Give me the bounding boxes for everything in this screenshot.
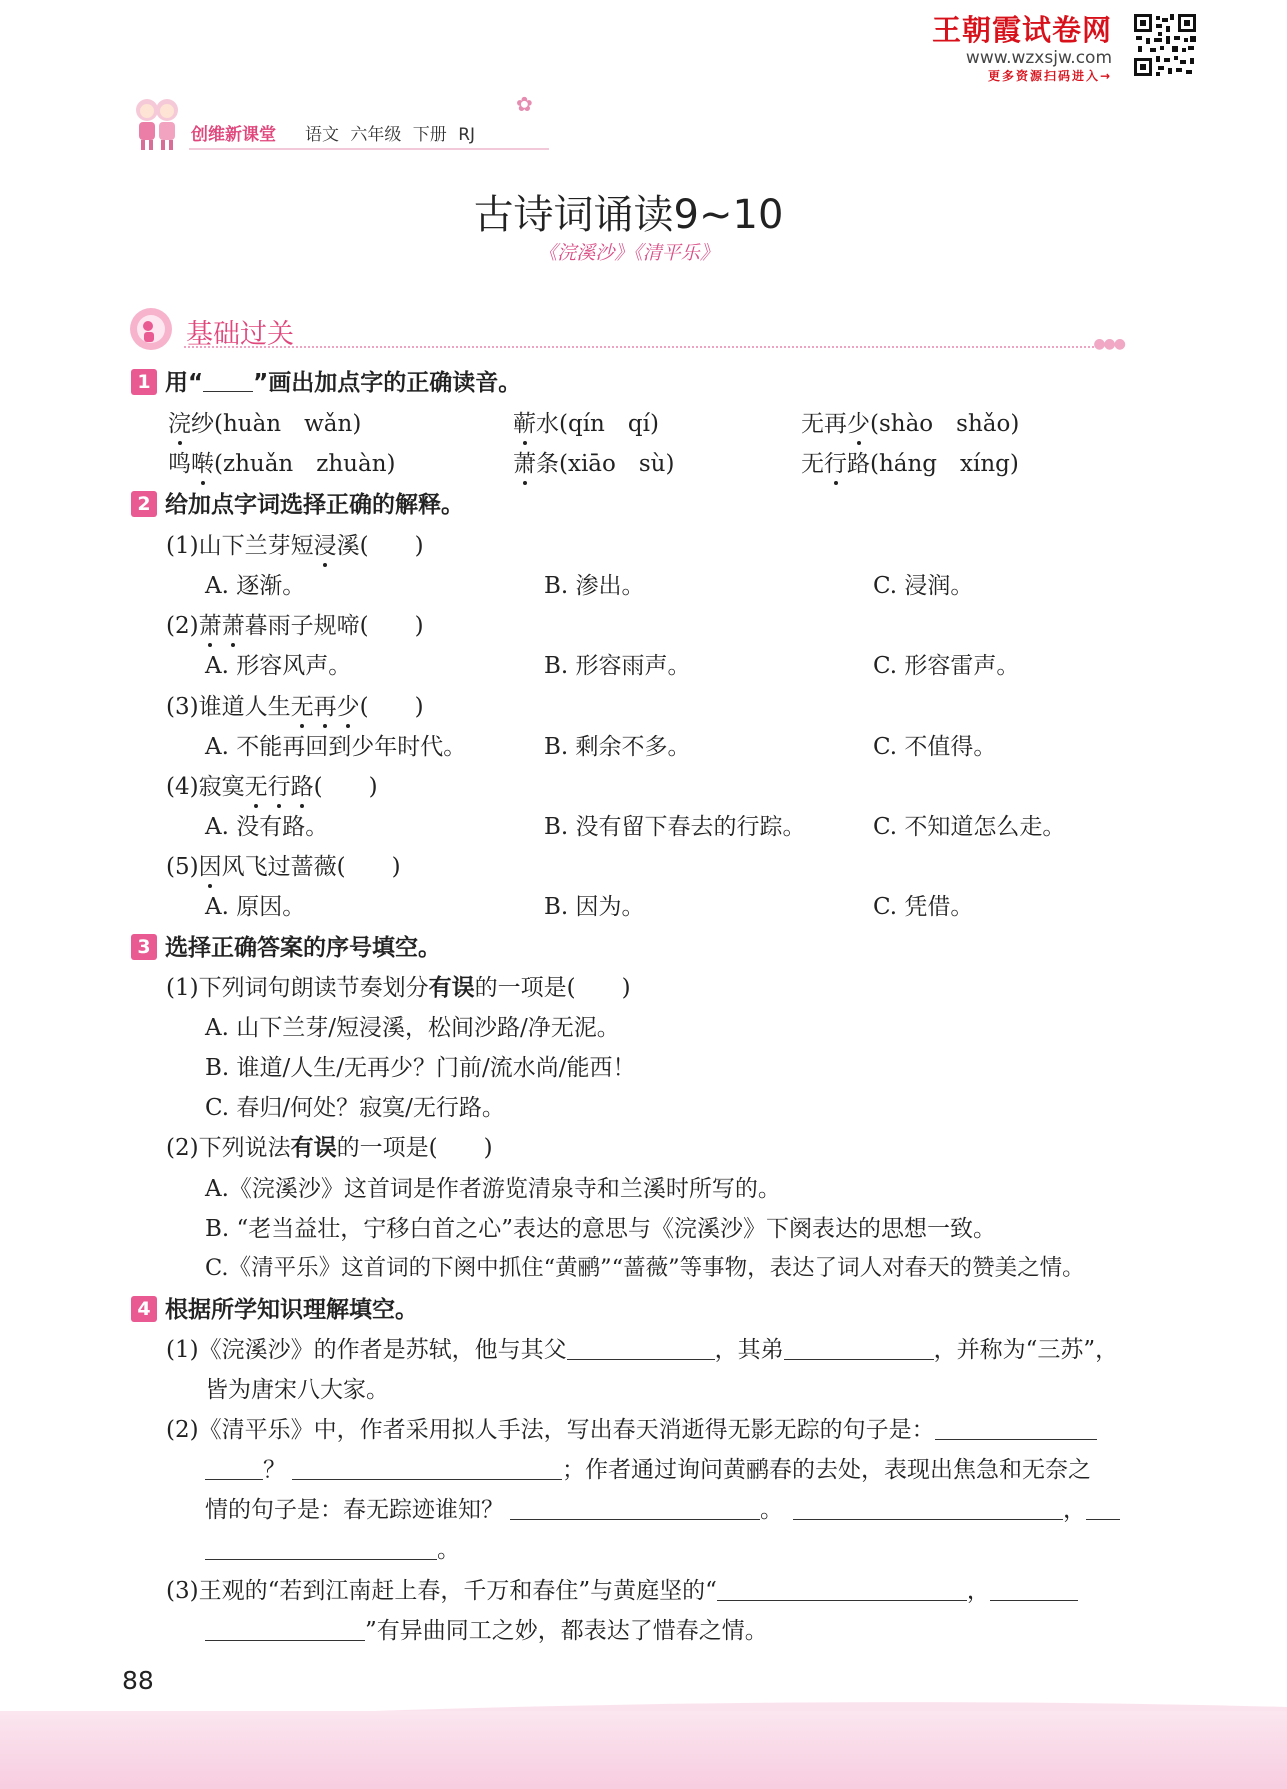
q2-stem-4: (4)寂寞无行路( ) [166, 768, 378, 801]
q2-3-option-b[interactable]: B. 剩余不多。 [544, 734, 691, 760]
q2-stem-3: (3)谁道人生无再少( ) [166, 688, 424, 721]
question-4 [131, 1291, 418, 1324]
question-number: 4 [131, 1296, 157, 1322]
q2-3-option-c[interactable]: C. 不值得。 [873, 734, 997, 760]
q4-2-line-3: 情的句子是：春无踪迹谁知？ 。 ， [205, 1491, 1120, 1524]
q1-prompt-end: ”画出加点字的正确读音。 [253, 370, 522, 396]
flower-icon: ✿ [516, 92, 533, 116]
blank-field[interactable] [510, 1497, 760, 1520]
underline-sample [203, 371, 253, 392]
brand-title: 王朝霞试卷网 [931, 13, 1112, 47]
q2-4-option-c[interactable]: C. 不知道怎么走。 [873, 814, 1066, 840]
q2-4-option-b[interactable]: B. 没有留下春去的行踪。 [544, 814, 806, 840]
blank-field[interactable] [935, 1417, 1097, 1440]
q2-5-option-c[interactable]: C. 凭借。 [873, 894, 974, 920]
q3-stem-2: (2)下列说法有误的一项是( ) [166, 1134, 493, 1161]
blank-field[interactable] [292, 1457, 562, 1480]
q3-stem-1: (1)下列词句朗读节奏划分有误的一项是( ) [166, 974, 631, 1001]
q2-2-option-a[interactable]: A. 形容风声。 [205, 653, 352, 679]
q1-word-5: 萧条(xiāo sù) [513, 445, 674, 478]
q2-prompt: 给加点字词选择正确的解释。 [165, 492, 464, 518]
blank-field[interactable] [784, 1337, 934, 1360]
q3-2-option-b[interactable]: B. “老当益壮，宁移白首之心”表达的意思与《浣溪沙》下阕表达的思想一致。 [205, 1216, 997, 1242]
q1-word-6: 无行路(háng xíng) [801, 445, 1019, 478]
q2-1-option-a[interactable]: A. 逐渐。 [205, 573, 306, 599]
kids-mascot-icon [125, 90, 189, 154]
q2-2-option-b[interactable]: B. 形容雨声。 [544, 653, 691, 679]
section-dots-icon: ●●● [1093, 336, 1124, 352]
blank-field[interactable] [205, 1537, 437, 1560]
q2-stem-2: (2)萧萧暮雨子规啼( ) [166, 607, 424, 640]
book-meta: 语文 六年级 下册 RJ [305, 125, 476, 145]
section-label: 基础过关 [186, 319, 294, 350]
blank-field[interactable] [205, 1457, 263, 1480]
q4-1-line-1: (1)《浣溪沙》的作者是苏轼，他与其父 ，其弟 ，并称为“三苏”， [166, 1337, 1119, 1363]
brand-block [932, 8, 1112, 84]
q3-prompt: 选择正确答案的序号填空。 [165, 935, 441, 961]
q4-3-line-1: (3)王观的“若到江南赶上春，千万和春住”与黄庭坚的“ ， [166, 1572, 1078, 1605]
q1-word-2: 蕲水(qín qí) [513, 405, 659, 438]
footer-band [0, 1711, 1287, 1789]
question-number: 2 [131, 491, 157, 517]
q2-2-option-c[interactable]: C. 形容雷声。 [873, 653, 1020, 679]
question-2 [131, 486, 464, 519]
q2-3-option-a[interactable]: A. 不能再回到少年时代。 [205, 734, 467, 760]
q2-stem-5: (5)因风飞过蔷薇( ) [166, 848, 401, 881]
brand-note: 更多资源扫码进入→ [987, 69, 1112, 83]
q3-2-option-c[interactable]: C.《清平乐》这首词的下阕中抓住“黄鹂”“蔷薇”等事物，表达了词人对春天的赞美之情。 [205, 1255, 1085, 1281]
lesson-title: 古诗词诵读9~10 [473, 192, 784, 238]
blank-field[interactable] [990, 1578, 1078, 1601]
book-header [125, 86, 545, 156]
q4-2-line-4: 。 [205, 1531, 460, 1564]
blank-field[interactable] [1086, 1497, 1120, 1520]
page-number: 88 [122, 1666, 154, 1695]
question-3 [131, 929, 441, 962]
blank-field[interactable] [717, 1578, 967, 1601]
q4-prompt: 根据所学知识理解填空。 [165, 1297, 418, 1323]
blank-field[interactable] [793, 1497, 1063, 1520]
question-number: 3 [131, 934, 157, 960]
section-divider [184, 346, 1094, 348]
series-name: 创维新课堂 [191, 125, 276, 145]
q1-word-4: 鸣啭(zhuǎn zhuàn) [168, 445, 395, 478]
q3-1-option-a[interactable]: A. 山下兰芽/短浸溪，松间沙路/净无泥。 [205, 1015, 620, 1041]
q4-2-line-2: ？ ；作者通过询问黄鹂春的去处，表现出焦急和无奈之 [205, 1451, 1091, 1484]
q2-4-option-a[interactable]: A. 没有路。 [205, 814, 329, 840]
question-1 [131, 364, 521, 397]
q4-1-line-2: 皆为唐宋八大家。 [205, 1377, 389, 1403]
question-number: 1 [131, 369, 157, 395]
section-basics [128, 306, 1124, 350]
q4-3-line-2: ”有异曲同工之妙，都表达了惜春之情。 [205, 1612, 768, 1645]
q2-5-option-b[interactable]: B. 因为。 [544, 894, 645, 920]
q3-1-option-b[interactable]: B. 谁道/人生/无再少？门前/流水尚/能西！ [205, 1055, 636, 1081]
q3-1-option-c[interactable]: C. 春归/何处？寂寞/无行路。 [205, 1095, 505, 1121]
brand-url[interactable]: www.wzxsjw.com [965, 48, 1112, 68]
q3-2-option-a[interactable]: A.《浣溪沙》这首词是作者游览清泉寺和兰溪时所写的。 [205, 1176, 781, 1202]
blank-field[interactable] [205, 1618, 365, 1641]
q2-1-option-c[interactable]: C. 浸润。 [873, 573, 974, 599]
header-divider [189, 148, 549, 150]
q1-word-1: 浣纱(huàn wǎn) [168, 405, 361, 438]
q4-2-line-1: (2)《清平乐》中，作者采用拟人手法，写出春天消逝得无影无踪的句子是： [166, 1411, 1097, 1444]
q2-stem-1: (1)山下兰芽短浸溪( ) [166, 527, 424, 560]
blank-field[interactable] [567, 1337, 715, 1360]
q2-1-option-b[interactable]: B. 渗出。 [544, 573, 645, 599]
q1-word-3: 无再少(shào shǎo) [801, 405, 1019, 438]
globe-kid-icon [128, 306, 174, 352]
q1-prompt-start: 用“ [165, 370, 204, 396]
q2-5-option-a[interactable]: A. 原因。 [205, 894, 306, 920]
lesson-subtitle: 《浣溪沙》《清平乐》 [538, 242, 719, 264]
qr-code-icon[interactable] [1132, 12, 1198, 78]
